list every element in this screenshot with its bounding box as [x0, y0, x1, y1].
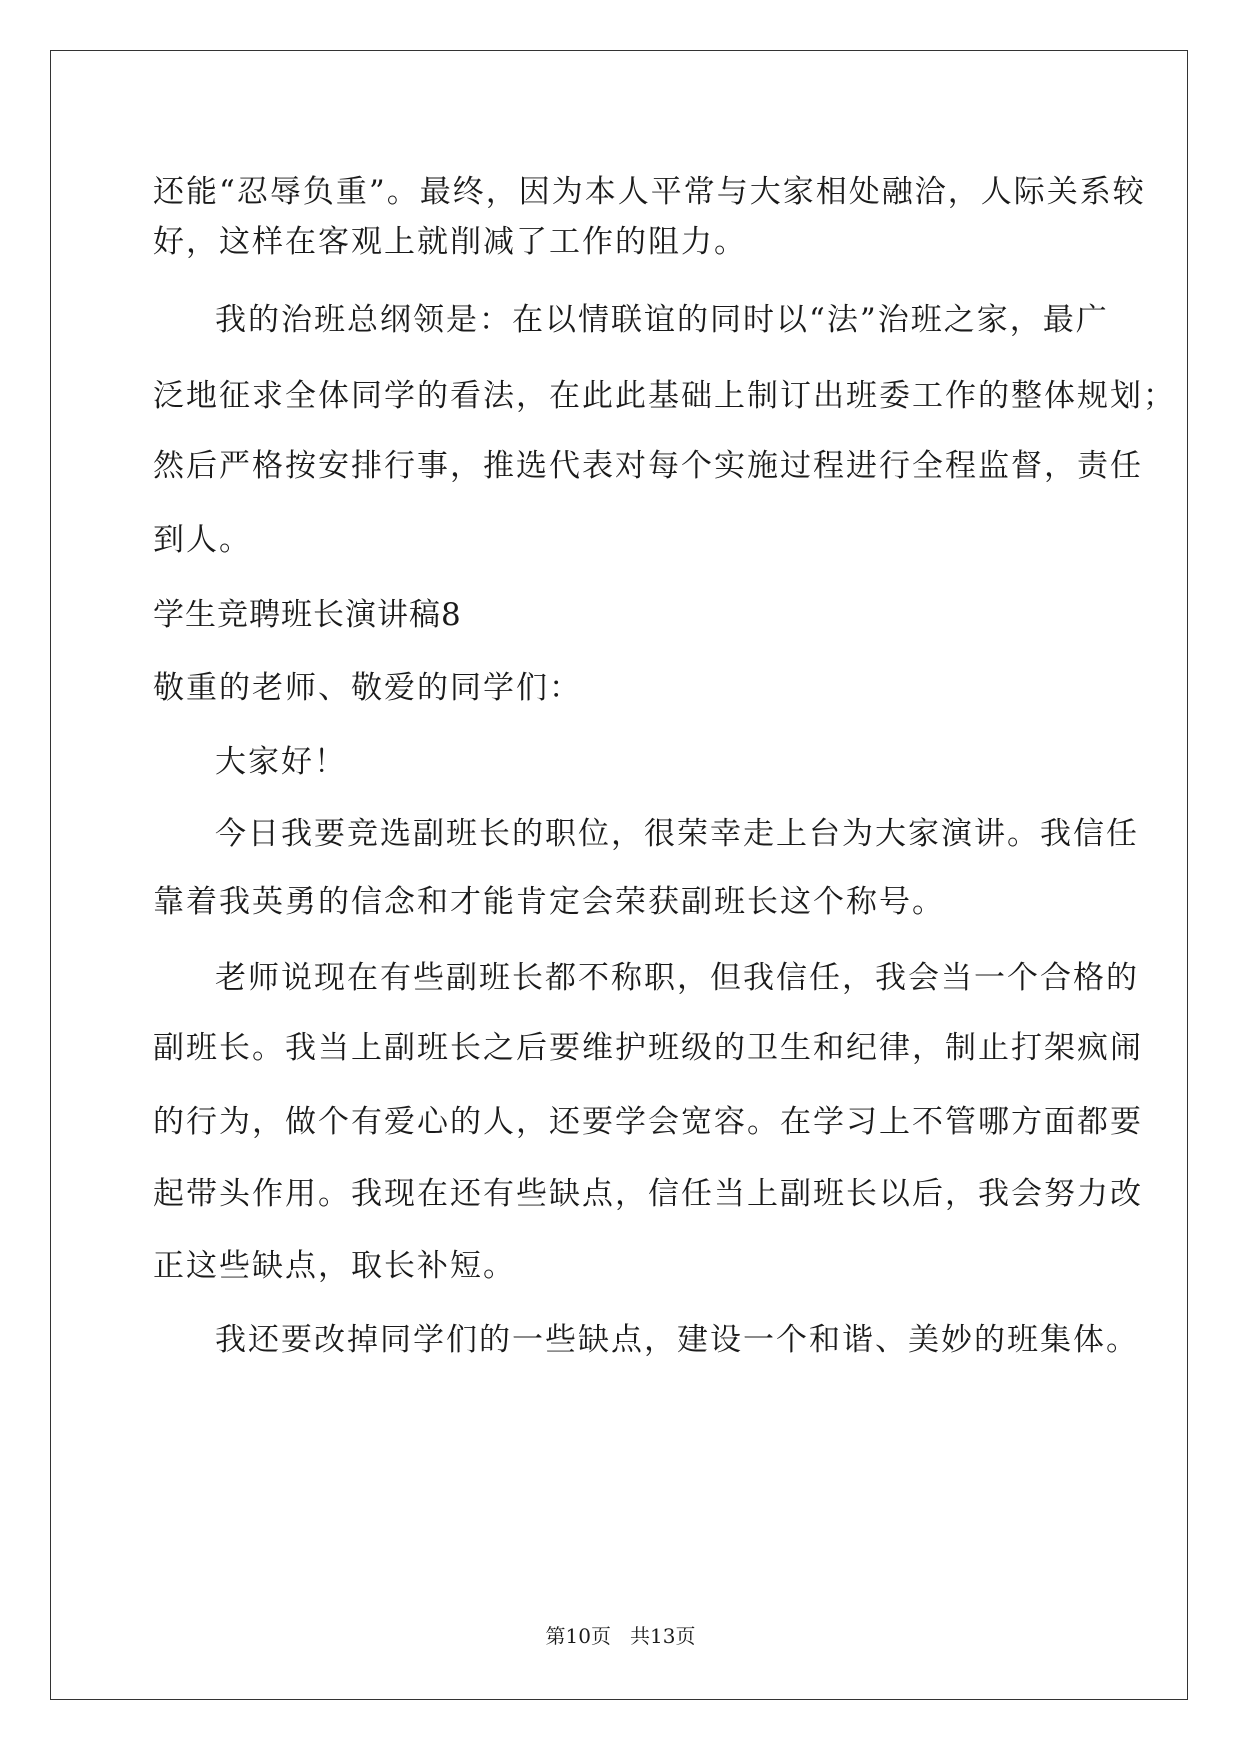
body-line: 起带头作用。我现在还有些缺点，信任当上副班长以后，我会努力改	[153, 1176, 1143, 1212]
body-line: 老师说现在有些副班长都不称职，但我信任，我会当一个合格的	[215, 960, 1139, 996]
greeting: 大家好！	[215, 744, 347, 780]
body-line: 然后严格按安排行事，推选代表对每个实施过程进行全程监督，责任	[153, 448, 1143, 484]
page-border	[50, 50, 1188, 1700]
section-heading: 学生竞聘班长演讲稿8	[153, 597, 462, 633]
body-line: 我还要改掉同学们的一些缺点，建设一个和谐、美妙的班集体。	[215, 1322, 1139, 1358]
page-number: 第10页 共13页	[545, 1624, 696, 1648]
body-line: 靠着我英勇的信念和才能肯定会荣获副班长这个称号。	[153, 884, 945, 920]
salutation: 敬重的老师、敬爱的同学们：	[153, 670, 582, 706]
body-line: 我的治班总纲领是：在以情联谊的同时以“法”治班之家，最广	[215, 302, 1109, 338]
body-line: 今日我要竞选副班长的职位，很荣幸走上台为大家演讲。我信任	[215, 816, 1139, 852]
body-line: 好，这样在客观上就削减了工作的阻力。	[153, 224, 747, 260]
body-line: 正这些缺点，取长补短。	[153, 1248, 516, 1284]
body-line: 到人。	[153, 522, 252, 558]
body-line: 泛地征求全体同学的看法，在此此基础上制订出班委工作的整体规划；	[153, 378, 1176, 414]
body-line: 还能“忍辱负重”。最终，因为本人平常与大家相处融洽，人际关系较	[153, 174, 1146, 210]
body-line: 的行为，做个有爱心的人，还要学会宽容。在学习上不管哪方面都要	[153, 1104, 1143, 1140]
body-line: 副班长。我当上副班长之后要维护班级的卫生和纪律，制止打架疯闹	[153, 1030, 1143, 1066]
